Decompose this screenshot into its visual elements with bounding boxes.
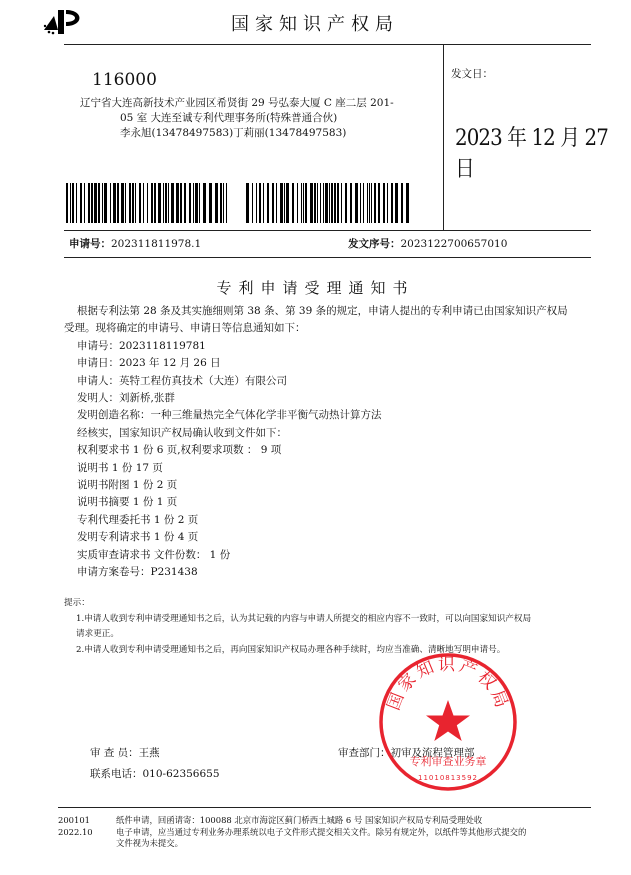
barcode-bar <box>76 183 77 223</box>
date-divider <box>443 44 444 230</box>
serial-number-row <box>348 236 507 251</box>
barcode-bar <box>284 183 285 223</box>
barcode-bar <box>80 183 82 223</box>
barcode-bar <box>184 183 186 223</box>
barcode-bar <box>331 183 333 223</box>
hint-item: 请求更正。 <box>76 629 119 639</box>
footer-line: 纸件申请，回函请寄：100088 北京市海淀区蓟门桥西土城路 6 号 国家知识产权局专利局受理处收 <box>116 815 483 825</box>
barcode-bar <box>406 183 409 223</box>
dispatch-date: 2023 年 12 月 27 日 <box>455 126 608 182</box>
field-line: 申请日：2023 年 12 月 26 日 <box>77 357 221 370</box>
barcode-bar <box>165 183 167 223</box>
cnipa-logo <box>40 6 96 36</box>
field-line: 说明书 1 份 17 页 <box>77 461 163 474</box>
barcode-bar <box>401 183 403 223</box>
barcode-bar <box>171 183 174 223</box>
barcode-bar <box>297 183 298 223</box>
barcode-bar <box>391 183 393 223</box>
barcode-bar <box>66 183 68 223</box>
barcode-bar <box>337 183 339 223</box>
barcode <box>66 183 411 223</box>
field-line: 说明书摘要 1 份 1 页 <box>77 496 178 509</box>
official-seal <box>378 652 518 792</box>
field-line: 实质审查请求书 文件份数： 1 份 <box>77 548 231 561</box>
form-code-line: 2022.10 <box>58 826 93 837</box>
barcode-bar <box>267 183 269 223</box>
address-line: 05 室 大连至诚专利代理事务所(特殊普通合伙) <box>120 112 338 124</box>
field-line: 申请人：英特工程仿真技术（大连）有限公司 <box>77 374 287 387</box>
footer-line: 文件视为未提交。 <box>116 838 183 848</box>
field-line: 申请方案卷号：P231438 <box>77 566 198 579</box>
barcode-bar <box>158 183 161 223</box>
top-rule <box>64 44 591 45</box>
field-line: 发明人：刘新桥,张群 <box>77 392 175 405</box>
barcode-bar <box>125 183 126 223</box>
seal-center-text: 专利审查业务章 <box>409 755 487 768</box>
seal-star <box>426 700 470 741</box>
footer-notes <box>116 815 586 850</box>
barcode-bar <box>378 183 380 223</box>
barcode-bar <box>70 183 71 223</box>
barcode-bar <box>215 183 218 223</box>
application-number-row <box>69 236 201 251</box>
examiner: 审 查 员：王燕 <box>90 747 160 759</box>
barcode-bar <box>226 183 227 223</box>
barcode-bar <box>176 183 179 223</box>
seal-ring-text: 国家知识产权局 <box>383 655 513 714</box>
form-code <box>58 815 93 838</box>
barcode-bar <box>350 183 352 223</box>
barcode-bar <box>303 183 304 223</box>
application-number-label: 申请号： <box>69 238 111 250</box>
barcode-bar <box>310 183 313 223</box>
mid-rule <box>64 230 591 231</box>
seal-code: 11010813592 <box>418 774 478 782</box>
field-line: 经核实，国家知识产权局确认收到文件如下： <box>77 426 287 439</box>
address-line: 辽宁省大连高新技术产业园区希贤街 29 号弘泰大厦 C 座二层 201- <box>80 97 394 109</box>
barcode-bar <box>84 183 85 223</box>
dispatch-date-label: 发文日： <box>451 68 493 80</box>
form-code-line: 200101 <box>58 815 90 825</box>
barcode-bar <box>113 183 116 223</box>
application-number: 202311811978.1 <box>111 238 202 250</box>
barcode-bar <box>276 183 277 223</box>
notice-body <box>64 303 594 582</box>
barcode-bar <box>272 183 274 223</box>
field-line: 发明创造名称：一种三维量热完全气体化学非平衡气动热计算方法 <box>77 409 382 422</box>
barcode-bar <box>280 183 283 223</box>
field-line: 发明专利请求书 1 份 4 页 <box>77 531 199 544</box>
hints-label: 提示： <box>64 598 90 608</box>
number-rule <box>64 257 591 258</box>
serial-number-label: 发文序号： <box>348 238 401 250</box>
barcode-bar <box>360 183 361 223</box>
hints-section <box>64 596 584 658</box>
field-line: 权利要求书 1 份 6 页,权利要求项数 ： 9 项 <box>77 444 282 457</box>
barcode-bar <box>286 183 289 223</box>
field-line: 说明书附图 1 份 2 页 <box>77 479 178 492</box>
hint-item: 2.申请人收到专利申请受理通知书之后，再向国家知识产权局办理各种手续时，均应当准确、清晰地写明申请号。 <box>76 644 506 655</box>
barcode-bar <box>91 183 93 223</box>
recipient-address <box>80 96 410 141</box>
barcode-bar <box>143 183 144 223</box>
intro-line: 受理。现将确定的申请号、申请日等信息通知如下： <box>64 322 306 335</box>
barcode-bar <box>223 183 224 223</box>
barcode-bar <box>163 183 164 223</box>
barcode-bar <box>246 183 249 223</box>
barcode-bar <box>135 183 136 223</box>
department-name: 初审及流程管理部 <box>390 747 475 759</box>
barcode-bar <box>139 183 141 223</box>
barcode-bar <box>132 183 134 223</box>
barcode-bar <box>323 183 324 223</box>
barcode-bar <box>256 183 257 223</box>
field-line: 申请号：2023118119781 <box>77 339 206 352</box>
barcode-bar <box>345 183 347 223</box>
barcode-bar <box>220 183 222 223</box>
barcode-bar <box>203 183 206 223</box>
barcode-bar <box>193 183 194 223</box>
barcode-bar <box>147 183 148 223</box>
barcode-bar <box>199 183 200 223</box>
barcode-bar <box>263 183 264 223</box>
document-title: 专利申请受理通知书 <box>216 279 415 297</box>
barcode-bar <box>88 183 90 223</box>
barcode-bar <box>314 183 316 223</box>
barcode-bar <box>209 183 212 223</box>
intro-line: 根据专利法第 28 条及其实施细则第 38 条、第 39 条的规定，申请人提出的专利申请已由国家知识产权局 <box>77 305 568 317</box>
contact-phone: 联系电话：010-62356655 <box>90 768 220 780</box>
barcode-bar <box>117 183 119 223</box>
barcode-bar <box>305 183 307 223</box>
barcode-bar <box>355 183 358 223</box>
barcode-bar <box>195 183 198 223</box>
postal-code: 116000 <box>92 70 157 90</box>
barcode-bar <box>341 183 342 223</box>
serial-number: 2023122700657010 <box>400 238 508 250</box>
barcode-bar <box>320 183 321 223</box>
address-line: 李永旭(13478497583)丁莉丽(13478497583) <box>120 127 347 139</box>
barcode-bar <box>259 183 261 223</box>
footer-line: 电子申请，应当通过专利业务办理系统以电子文件形式提交相关文件。除另有规定外，以纸件等其他形式提交的 <box>116 826 527 837</box>
barcode-bar <box>334 183 336 223</box>
hint-item: 1.申请人收到专利申请受理通知书之后，认为其记载的内容与申请人所提交的相应内容不一致时，可以向国家知识产权局 <box>76 613 532 624</box>
barcode-bar <box>102 183 103 223</box>
barcode-bar <box>94 183 97 223</box>
barcode-bar <box>121 183 124 223</box>
barcode-bar <box>151 183 153 223</box>
barcode-bar <box>129 183 131 223</box>
barcode-bar <box>301 183 302 223</box>
barcode-bar <box>329 183 330 223</box>
barcode-bar <box>110 183 111 223</box>
barcode-bar <box>383 183 385 223</box>
barcode-bar <box>98 183 100 223</box>
barcode-bar <box>252 183 253 223</box>
barcode-bar <box>189 183 191 223</box>
barcode-bar <box>363 183 364 223</box>
barcode-bar <box>72 183 74 223</box>
barcode-bar <box>168 183 169 223</box>
footer-rule <box>58 807 591 808</box>
barcode-bar <box>369 183 370 223</box>
field-line: 专利代理委托书 1 份 2 页 <box>77 513 199 526</box>
barcode-bar <box>154 183 156 223</box>
barcode-bar <box>367 183 368 223</box>
barcode-bar <box>371 183 372 223</box>
barcode-bar <box>292 183 294 223</box>
barcode-bar <box>374 183 376 223</box>
agency-name: 国家知识产权局 <box>231 14 399 35</box>
barcode-bar <box>104 183 107 223</box>
barcode-bar <box>395 183 398 223</box>
barcode-bar <box>317 183 318 223</box>
barcode-bar <box>180 183 182 223</box>
department-label: 审查部门： <box>338 747 391 759</box>
barcode-bar <box>325 183 328 223</box>
barcode-bar <box>387 183 388 223</box>
